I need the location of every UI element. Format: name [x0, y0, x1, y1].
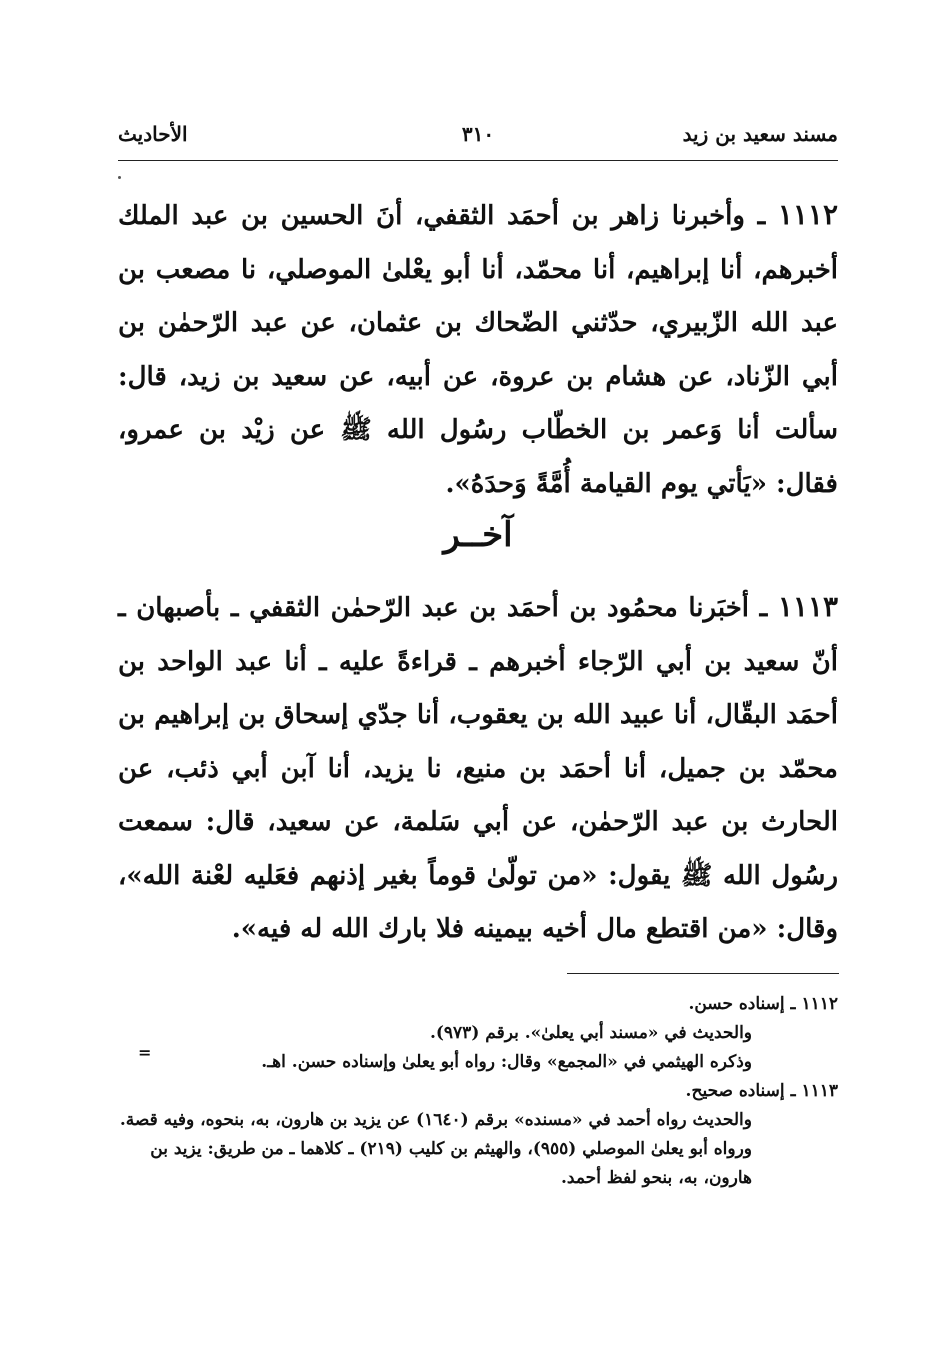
- hadith-1113: [118, 580, 838, 957]
- footnote-rule: [567, 973, 839, 974]
- footnote-1113-line: ورواه أبو يعلىٰ الموصلي (٩٥٥)، والهيثم بن كليب (٢١٩) ـ كلاهما ـ من طريق: يزيد بن هارون، به، بنحو لفظ أحمد.: [150, 1139, 752, 1188]
- header-book-title: مسند سعيد بن زيد: [682, 122, 838, 146]
- footnote-1112-line: وذكره الهيثمي في «المجمع» وقال: رواه أبو يعلىٰ وإسناده حسن. اهـ.: [261, 1052, 752, 1072]
- margin-mark: =: [138, 1043, 152, 1062]
- footnote-1113-heading: ١١١٣ ـ إسناده صحيح.: [685, 1081, 838, 1101]
- header-rule: [118, 160, 838, 161]
- margin-dot: [118, 176, 121, 179]
- page-number: ٣١٠: [461, 122, 495, 146]
- footnote-1113-line: والحديث رواه أحمد في «مسنده» برقم (١٦٤٠) عن يزيد بن هارون، به، بنحوه، وفيه قصة.: [119, 1110, 752, 1130]
- header-section-title: الأحاديث: [118, 122, 188, 146]
- footnote-1112-heading: ١١١٢ ـ إسناده حسن.: [688, 994, 838, 1014]
- hadith-1112: [118, 188, 838, 511]
- hadith-text: ـ أخبَرنا محمُود بن أحمَد بن عبد الرّحمٰن الثقفي ـ بأصبهان ـ أنّ سعيد بن أبي الرّجاء أخبرهم ـ قراءةً عليه ـ أنا عبد الواحد بن أحمَد البقّال، أنا عبيد الله بن يعقوب، أنا جدّي إسحاق بن إبراهيم بن محمّد بن جميل، أنا أحمَد بن منيع، نا يزيد، أنا آبن أبي ذئب، عن الحارث بن عبد الرّحمٰن، عن أبي سَلمة، عن سعيد، قال: سمعت رسُول الله ﷺ يقول: «من تولّىٰ قوماً بغير إذنهم فعَليه لعْنة الله»، وقال: «من اقتطع مال أخيه بيمينه فلا بارك الله له فيه».: [118, 593, 838, 944]
- running-header: [118, 122, 838, 158]
- hadith-text: ـ وأخبرنا زاهر بن أحمَد الثقفي، أنَ الحسين بن عبد الملك أخبرهم، أنا إبراهيم، أنا محمّد، أنا أبو يعْلىٰ الموصلي، نا مصعب بن عبد الله الزّبيري، حدّثني الضّحاك بن عثمان، عن عبد الرّحمٰن بن أبي الزّناد، عن هشام بن عروة، عن أبيه، عن سعيد بن زيد، قال: سألت أنا وَعمر بن الخطّاب رسُول الله ﷺ عن زيْد بن عمرو، فقال: «يَأتي يوم القيامة أُمَّةً وَحدَهُ».: [118, 201, 838, 499]
- hadith-number: ١١١٣: [777, 590, 838, 623]
- section-heading: آخــر: [443, 515, 513, 555]
- footnote-1112-line: والحديث في «مسند أبي يعلىٰ». برقم (٩٧٣).: [429, 1023, 752, 1043]
- footnotes: [118, 990, 838, 1193]
- hadith-number: ١١١٢: [777, 198, 838, 231]
